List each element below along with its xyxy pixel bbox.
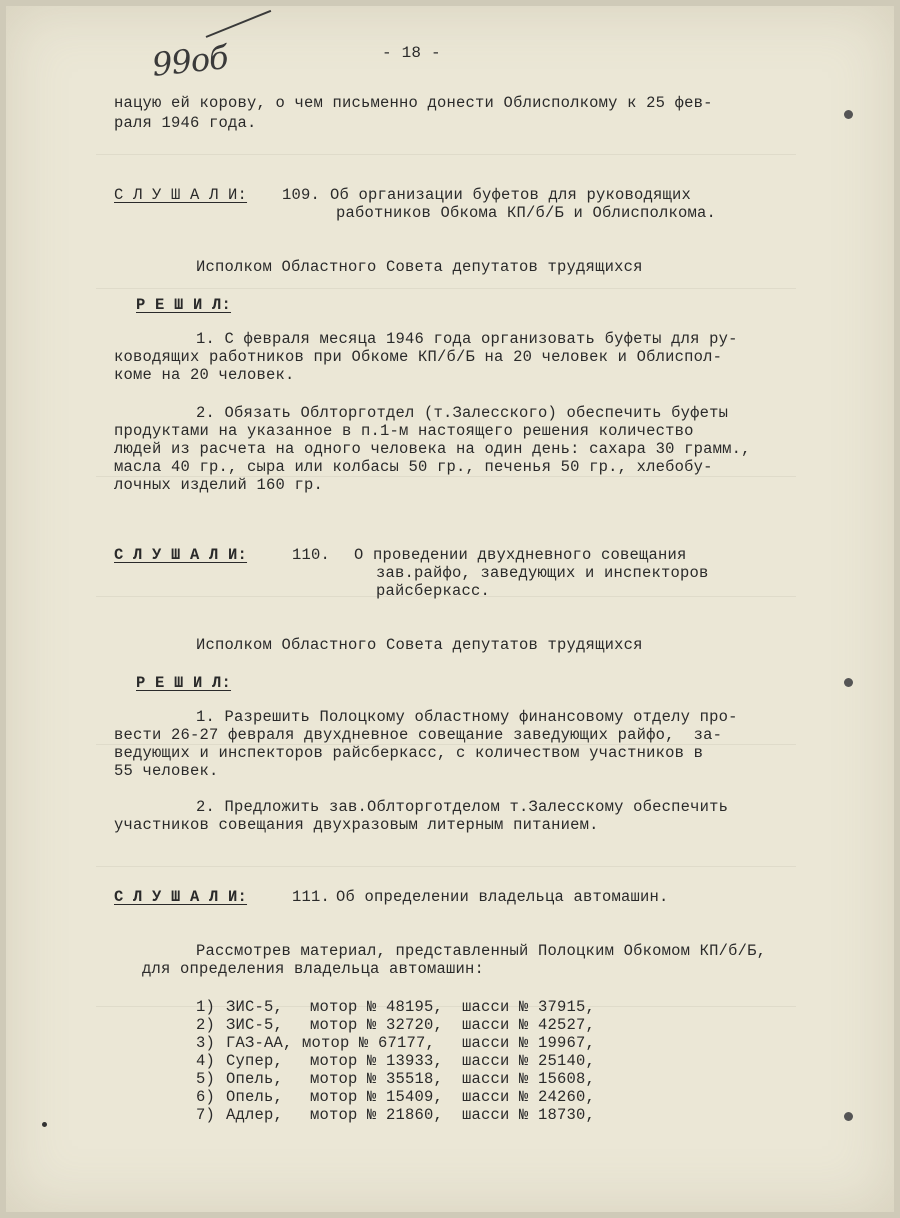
section-109-title-line-1: Об организации буфетов для руководящих	[330, 186, 692, 204]
section-111-body-line-1: Рассмотрев материал, представленный Полоцким Обкомом КП/б/Б,	[196, 942, 767, 960]
section-111-body-line-2: для определения владельца автомашин:	[142, 960, 485, 978]
vehicle-chassis: шасси № 24260,	[462, 1088, 596, 1106]
intro-line-2: раля 1946 года.	[114, 114, 257, 132]
vehicle-model: Супер,	[226, 1052, 284, 1070]
section-110-item-1-line-4: 55 человек.	[114, 762, 219, 780]
section-110-heading: С Л У Ш А Л И:	[114, 546, 248, 564]
handwritten-stroke	[206, 10, 272, 38]
intro-line-1: нацую ей корову, о чем письменно донести Облисполкому к 25 фев-	[114, 94, 713, 112]
vehicle-motor: мотор № 21860,	[310, 1106, 444, 1124]
section-109-heading: С Л У Ш А Л И:	[114, 186, 248, 204]
section-109-item-1-line-1: 1. С февраля месяца 1946 года организовать буфеты для ру-	[196, 330, 738, 348]
vehicle-index: 7)	[196, 1106, 216, 1124]
section-109-item-2-line-2: продуктами на указанное в п.1-м настоящего решения количество	[114, 422, 694, 440]
section-111-heading: С Л У Ш А Л И:	[114, 888, 248, 906]
section-110-title-line-2: зав.райфо, заведующих и инспекторов	[376, 564, 709, 582]
section-110-decision-label: Р Е Ш И Л:	[136, 674, 232, 692]
section-110-number: 110.	[292, 546, 331, 564]
section-109-body-heading: Исполком Областного Совета депутатов трудящихся	[196, 258, 643, 276]
vehicle-model: ЗИС-5,	[226, 998, 284, 1016]
section-109-decision-label: Р Е Ш И Л:	[136, 296, 232, 314]
vehicle-model: Опель,	[226, 1088, 284, 1106]
vehicle-index: 5)	[196, 1070, 216, 1088]
vehicle-chassis: шасси № 18730,	[462, 1106, 596, 1124]
page-number: - 18 -	[382, 44, 441, 62]
document-body	[6, 6, 894, 1212]
section-110-title-line-3: райсберкасс.	[376, 582, 491, 600]
vehicle-motor: мотор № 32720,	[310, 1016, 444, 1034]
vehicle-motor: мотор № 13933,	[310, 1052, 444, 1070]
vehicle-index: 1)	[196, 998, 216, 1016]
vehicle-model: ГАЗ-АА,	[226, 1034, 293, 1052]
vehicle-model: Опель,	[226, 1070, 284, 1088]
section-110-item-1-line-2: вести 26-27 февраля двухдневное совещание заведующих райфо, за-	[114, 726, 723, 744]
vehicle-index: 2)	[196, 1016, 216, 1034]
section-109-item-2-line-5: лочных изделий 160 гр.	[114, 476, 324, 494]
section-111-number: 111.	[292, 888, 331, 906]
vehicle-index: 6)	[196, 1088, 216, 1106]
vehicle-chassis: шасси № 15608,	[462, 1070, 596, 1088]
section-109-item-2-line-3: людей из расчета на одного человека на один день: сахара 30 грамм.,	[114, 440, 751, 458]
section-109-number: 109.	[282, 186, 321, 204]
section-110-item-2-line-1: 2. Предложить зав.Облторготделом т.Залесскому обеспечить	[196, 798, 729, 816]
handwritten-folio-mark: 99об	[150, 38, 230, 84]
section-109-title-line-2: работников Обкома КП/б/Б и Облисполкома.	[336, 204, 717, 222]
section-109-item-1-line-2: ководящих работников при Обкоме КП/б/Б на 20 человек и Облиспол-	[114, 348, 723, 366]
section-110-item-2-line-2: участников совещания двухразовым литерным питанием.	[114, 816, 599, 834]
vehicle-chassis: шасси № 37915,	[462, 998, 596, 1016]
section-110-title-line-1: О проведении двухдневного совещания	[354, 546, 687, 564]
vehicle-index: 4)	[196, 1052, 216, 1070]
section-109-item-1-line-3: коме на 20 человек.	[114, 366, 295, 384]
vehicle-chassis: шасси № 19967,	[462, 1034, 596, 1052]
vehicle-chassis: шасси № 42527,	[462, 1016, 596, 1034]
vehicle-motor: мотор № 67177,	[302, 1034, 436, 1052]
section-110-body-heading: Исполком Областного Совета депутатов трудящихся	[196, 636, 643, 654]
document-sheet	[6, 6, 894, 1212]
vehicle-index: 3)	[196, 1034, 216, 1052]
section-110-item-1-line-1: 1. Разрешить Полоцкому областному финансовому отделу про-	[196, 708, 738, 726]
vehicle-motor: мотор № 48195,	[310, 998, 444, 1016]
vehicle-motor: мотор № 35518,	[310, 1070, 444, 1088]
vehicle-chassis: шасси № 25140,	[462, 1052, 596, 1070]
section-111-title-line-1: Об определении владельца автомашин.	[336, 888, 669, 906]
section-109-item-2-line-4: масла 40 гр., сыра или колбасы 50 гр., печенья 50 гр., хлебобу-	[114, 458, 713, 476]
vehicle-model: ЗИС-5,	[226, 1016, 284, 1034]
section-110-item-1-line-3: ведующих и инспекторов райсберкасс, с количеством участников в	[114, 744, 704, 762]
vehicle-model: Адлер,	[226, 1106, 284, 1124]
section-109-item-2-line-1: 2. Обязать Облторготдел (т.Залесского) обеспечить буфеты	[196, 404, 729, 422]
vehicle-motor: мотор № 15409,	[310, 1088, 444, 1106]
